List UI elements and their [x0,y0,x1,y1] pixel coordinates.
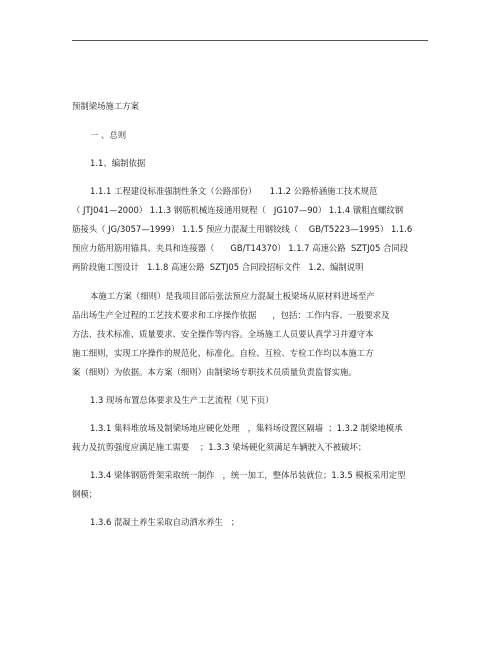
paragraph-line: 筋接头（ JG/3057—1999） 1.1.5 预应力混凝土用钢铰线（ GB/T5223—1995） 1.1.6 [72,224,413,234]
paragraph-line: 1.3.4 梁体钢筋骨架采取统一制作 ，统一加工，整体吊装就位；1.3.5 模板采用定型 [90,470,406,480]
paragraph-line: 钢模； [72,489,98,499]
paragraph-line: 两阶段施工图设计 1.1.8 高速公路 SZTJ05 合同段招标文件 1.2、编制说明 [72,262,364,272]
subsection-heading: 1.1、编制依据 [90,158,146,168]
paragraph-line: 本施工方案（细则）是我项目部后张法预应力混凝土板梁场从原材料进场至产 [90,291,375,301]
paragraph-line: 载力及抗剪强度应满足施工需要 ；1.3.3 梁场硬化须满足车辆驶入不被破坏； [72,442,367,452]
paragraph-line: 施工细则，实现工序操作的规范化、标准化。自检、互检、专检工作均以本施工方 [72,348,374,358]
section-heading: 一 、总则 [90,130,127,140]
paragraph-line: 1.3.6 混凝土养生采取自动洒水养生 ； [90,517,240,527]
paragraph-line: 案（细则）为依据。本方案（细则）由制梁场专职技术员质量负责监督实施。 [72,367,357,377]
paragraph-line: 品出场生产全过程的工艺技术要求和工序操作依据 ，包括：工作内容、一般要求及 [72,310,390,320]
paragraph-line: （ JTJ041—2000） 1.1.3 钢筋机械连接通用规程（ JG107—90） 1.1.4 镦粗直螺纹钢 [72,205,404,215]
doc-title: 预制梁场施工方案 [72,101,139,111]
header-rule [72,40,428,41]
subsection-heading: 1.3 现场布置总体要求及生产工艺流程（见下页） [90,395,274,405]
paragraph-line: 方法、技术标准、质量要求、安全操作等内容。全场施工人员要认真学习并遵守本 [72,329,374,339]
paragraph-line: 1.1.1 工程建设标准强制性条文（公路部份） 1.1.2 公路桥涵施工技术规范 [90,186,378,196]
paragraph-line: 预应力筋用筋用锚具、夹具和连接器（ GB/T14370） 1.1.7 高速公路 SZTJ05 合同段 [72,243,409,253]
paragraph-line: 1.3.1 集料堆放场及制梁场地应硬化处理 ，集料场设置区隔墙 ；1.3.2 制梁地模承 [90,423,403,433]
